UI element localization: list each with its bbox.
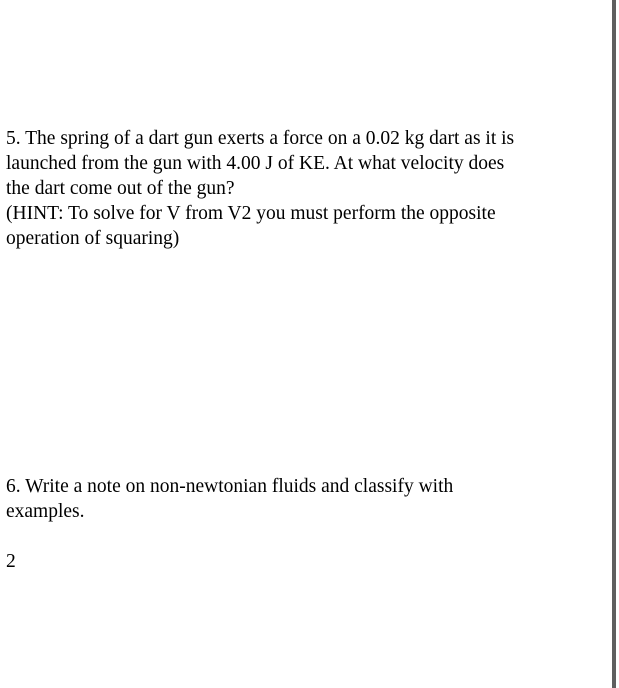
page-edge-divider: [612, 0, 616, 688]
page-number: 2: [6, 551, 16, 572]
question-6-line-2: examples.: [6, 501, 85, 522]
question-6-line-1: 6. Write a note on non-newtonian fluids and classify with: [6, 476, 454, 497]
question-5-line-3: the dart come out of the gun?: [6, 178, 235, 199]
question-6: [6, 474, 596, 524]
question-5-hint-line-1: (HINT: To solve for V from V2 you must perform the opposite: [6, 203, 496, 224]
question-5-hint-line-2: operation of squaring): [6, 228, 180, 249]
question-5-line-1: 5. The spring of a dart gun exerts a force on a 0.02 kg dart as it is: [6, 128, 515, 149]
question-5: [6, 126, 596, 251]
question-5-line-2: launched from the gun with 4.00 J of KE. At what velocity does: [6, 153, 505, 174]
